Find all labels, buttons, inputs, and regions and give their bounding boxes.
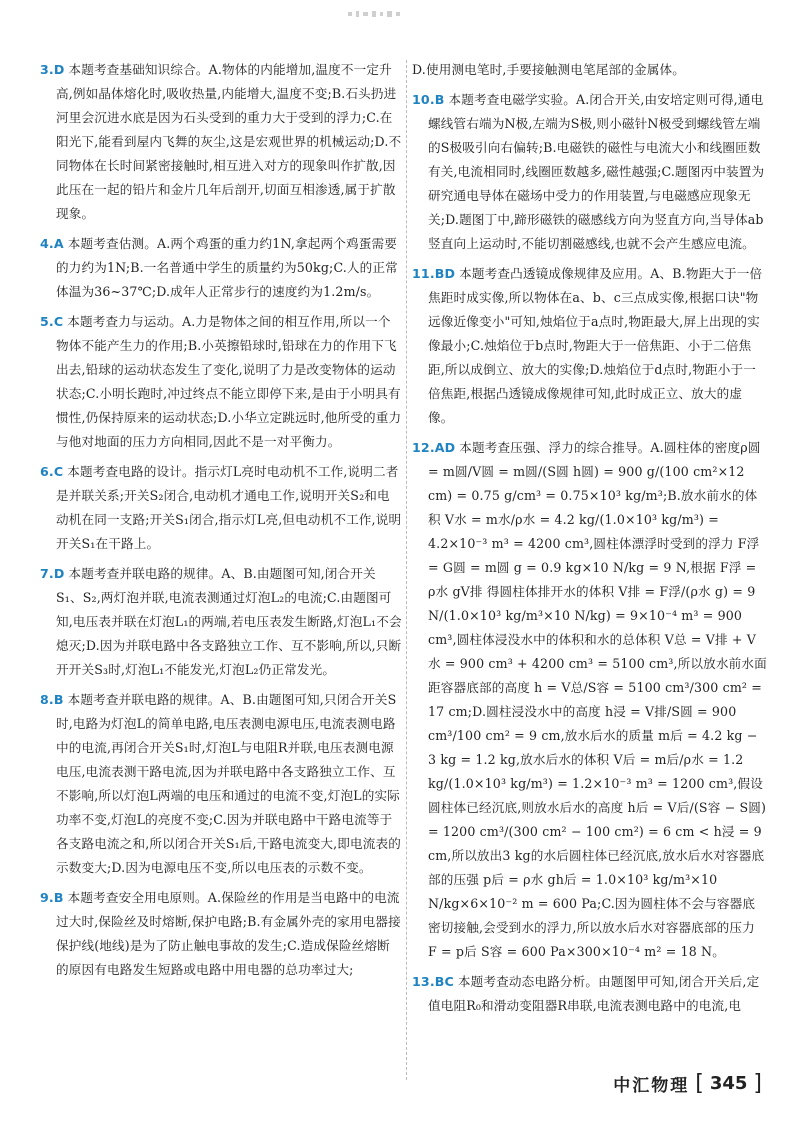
answer-explanation: 本题考查力与运动。A.力是物体之间的相互作用,所以一个物体不能产生力的作用;B.小英擦铅球时,铅球在力的作用下飞出去,铅球的运动状态发生了变化,说明了力是改变物体的运动状态;C.小明长跑时,冲过终点不能立即停下来,是由于小明具有惯性,仍保持原来的运动状态;D.小华立定跳远时,他所受的重力与他对地面的压力方向相同,因此不是一对平衡力。 <box>56 314 402 449</box>
bracket-right: ] <box>753 1071 762 1096</box>
page-footer <box>613 1071 762 1096</box>
answer-item-5 <box>40 310 402 454</box>
answer-explanation: 本题考查电路的设计。指示灯L亮时电动机不工作,说明二者是并联关系;开关S₂闭合,电动机才通电工作,说明开关S₂和电动机在同一支路;开关S₁闭合,指示灯L亮,但电动机不工作,说明开关S₁在干路上。 <box>56 464 402 551</box>
answer-explanation: 本题考查动态电路分析。由题图甲可知,闭合开关后,定值电阻R₀和滑动变阻器R串联,电流表测电路中的电流,电 <box>428 974 760 1013</box>
answer-item-7 <box>40 562 402 682</box>
answer-item-6 <box>40 460 402 556</box>
answer-item-4 <box>40 232 402 304</box>
answer-number: 9.B <box>40 890 64 905</box>
answer-explanation: 本题考查安全用电原则。A.保险丝的作用是当电路中的电流过大时,保险丝及时熔断,保护电路;B.有金属外壳的家用电器接保护线(地线)是为了防止触电事故的发生;C.造成保险丝熔断的原因有电路发生短路或电路中用电器的总功率过大; <box>56 890 401 977</box>
answer-number: 13.BC <box>412 974 454 989</box>
top-registration-mark <box>346 4 406 14</box>
answer-item-10 <box>412 88 767 256</box>
answer-item-8 <box>40 688 402 880</box>
answer-item-11 <box>412 262 767 430</box>
answer-explanation: 本题考查并联电路的规律。A、B.由题图可知,闭合开关S₁、S₂,两灯泡并联,电流表测通过灯泡L₂的电流;C.由题图可知,电压表并联在灯泡L₁的两端,若电压表发生断路,灯泡L₁不会熄灭;D.因为并联电路中各支路独立工作、互不影响,所以,只断开开关S₃时,灯泡L₁不能发光,灯泡L₂仍正常发光。 <box>56 566 402 677</box>
answer-item-13 <box>412 970 767 1018</box>
column-divider <box>406 60 407 1080</box>
bracket-left: [ <box>695 1071 704 1096</box>
brand-name: 中汇物理 <box>613 1076 690 1096</box>
left-answer-column <box>40 58 402 988</box>
answer-number: 6.C <box>40 464 64 479</box>
answer-number: 5.C <box>40 314 64 329</box>
answer-explanation: 本题考查估测。A.两个鸡蛋的重力约1N,拿起两个鸡蛋需要的力约为1N;B.一名普通中学生的质量约为50kg;C.人的正常体温为36~37℃;D.成年人正常步行的速度约为1.2m/s。 <box>56 236 398 299</box>
answer-number: 3.D <box>40 62 65 77</box>
answer-explanation: 本题考查凸透镜成像规律及应用。A、B.物距大于一倍焦距时成实像,所以物体在a、b、c三点成实像,根据口诀"物远像近像变小"可知,烛焰位于a点时,物距最大,屏上出现的实像最小;C.烛焰位于b点时,物距大于一倍焦距、小于二倍焦距,所以成倒立、放大的实像;D.烛焰位于d点时,物距小于一倍焦距,根据凸透镜成像规律可知,此时成正立、放大的虚像。 <box>428 266 763 425</box>
answer-item-12 <box>412 436 771 964</box>
answer-item-3 <box>40 58 402 226</box>
page-number: 345 <box>709 1073 748 1094</box>
answer-explanation: 本题考查并联电路的规律。A、B.由题图可知,只闭合开关S时,电路为灯泡L的简单电路,电压表测电源电压,电流表测电路中的电流,再闭合开关S₁时,灯泡L与电阻R并联,电压表测电源电压,电流表测干路电流,因为并联电路中各支路独立工作、互不影响,所以灯泡L两端的电压和通过的电流不变,灯泡L的实际功率不变,灯泡L的亮度不变;C.因为并联电路中干路电流等于各支路电流之和,所以闭合开关S₁后,干路电流变大,即电流表的示数变大;D.因为电源电压不变,所以电压表的示数不变。 <box>56 692 402 875</box>
answer-explanation: 本题考查压强、浮力的综合推导。A.圆柱体的密度ρ圆 = m圆/V圆 = m圆/(S圆 h圆) = 900 g/(100 cm²×12 cm) = 0.75 g/cm³ = 0.75×10³ kg/m³;B.放水前水的体积 V水 = m水/ρ水 = 4.2 kg/(1.0×10³ kg/m³) = 4.2×10⁻³ m³ = 4200 cm³,圆柱体漂浮时受到的浮力 F浮 = G圆 = m圆 g = 0.9 kg×10 N/kg = 9 N,根据 F浮 = ρ水 gV排 得圆柱体排开水的体积 V排 = F浮/(ρ水 g) = 9 N/(1.0×10³ kg/m³×10 N/kg) = 9×10⁻⁴ m³ = 900 cm³,圆柱体浸没水中的体积和水的总体积 V总 = V排 + V水 = 900 cm³ + 4200 cm³ = 5100 cm³,所以放水前水面距容器底部的高度 h = V总/S容 = 5100 cm³/300 cm² = 17 cm;D.圆柱浸没水中的高度 h浸 = V排/S圆 = 900 cm³/100 cm² = 9 cm,放水后水的质量 m后 = 4.2 kg − 3 kg = 1.2 kg,放水后水的体积 V后 = m后/ρ水 = 1.2 kg/(1.0×10³ kg/m³) = 1.2×10⁻³ m³ = 1200 cm³,假设圆柱体已经沉底,则放水后水的高度 h后 = V后/(S容 − S圆) = 1200 cm³/(300 cm² − 100 cm²) = 6 cm < h浸 = 9 cm,所以放出3 kg的水后圆柱体已经沉底,放水后水对容器底部的压强 p后 = ρ水 gh后 = 1.0×10³ kg/m³×10 N/kg×6×10⁻² m = 600 Pa;C.因为圆柱体不会与容器底密切接触,会受到水的浮力,所以放水后水对容器底部的压力 F = p后 S容 = 600 Pa×300×10⁻⁴ m² = 18 N。 <box>428 440 771 959</box>
answer-explanation: 本题考查电磁学实验。A.闭合开关,由安培定则可得,通电螺线管右端为N极,左端为S极,则小磁针N极受到螺线管左端的S极吸引向右偏转;B.电磁铁的磁性与电流大小和线圈匝数有关,电流相同时,线圈匝数越多,磁性越强;C.题图丙中装置为研究通电导体在磁场中受力的作用装置,与电磁感应现象无关;D.题图丁中,蹄形磁铁的磁感线方向为竖直方向,当导体ab竖直向上运动时,不能切割磁感线,也就不会产生感应电流。 <box>428 92 765 251</box>
answer-item-9-continued <box>412 58 767 82</box>
answer-number: 8.B <box>40 692 64 707</box>
answer-explanation: D.使用测电笔时,手要接触测电笔尾部的金属体。 <box>412 62 685 77</box>
answer-number: 12.AD <box>412 440 456 455</box>
answer-number: 7.D <box>40 566 65 581</box>
answer-explanation: 本题考查基础知识综合。A.物体的内能增加,温度不一定升高,例如晶体熔化时,吸收热量,内能增大,温度不变;B.石头扔进河里会沉进水底是因为石头受到的重力大于受到的浮力;C.在阳光下,能看到屋内飞舞的灰尘,这是宏观世界的机械运动;D.不同物体在长时间紧密接触时,相互进入对方的现象叫作扩散,因此压在一起的铅片和金片几年后剖开,切面互相渗透,属于扩散现象。 <box>56 62 402 221</box>
answer-number: 10.B <box>412 92 445 107</box>
answer-number: 11.BD <box>412 266 456 281</box>
answer-item-9 <box>40 886 402 982</box>
answer-number: 4.A <box>40 236 64 251</box>
right-answer-column <box>412 58 771 1024</box>
